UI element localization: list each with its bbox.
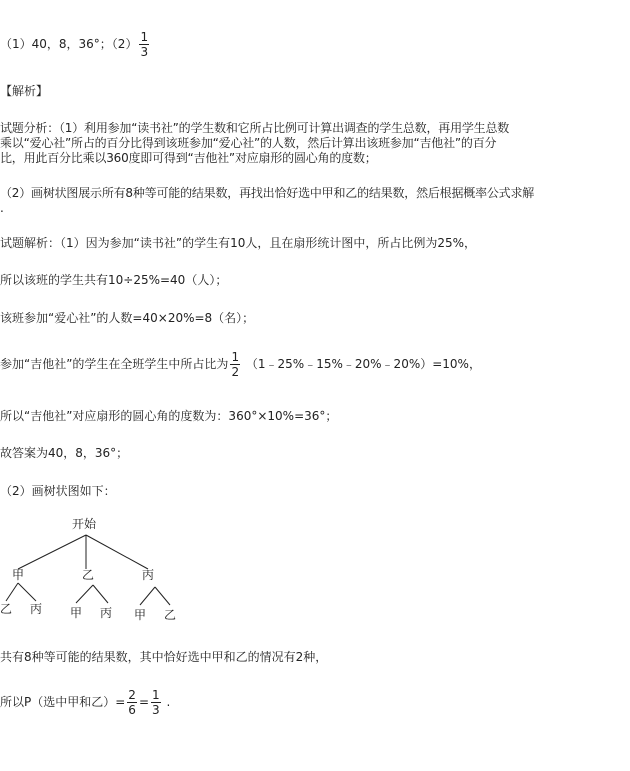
solution-line-1: 试题解析：（1）因为参加“读书社”的学生有10人，且在扇形统计图中，所占比例为25%， [0,236,477,250]
fraction-2-6-denominator: 6 [128,703,136,717]
tree-root: 开始 [72,517,97,531]
solution-line-4-pre: 参加“吉他社”的学生在全班学生中所占比为 [0,357,229,371]
tree-diagram [0,515,200,625]
edge-3-2 [155,587,170,605]
tree-l2-1-1: 丙 [100,606,113,620]
analysis-heading: 【解析】 [0,84,49,98]
final-period: . [166,695,171,709]
tree-l1-0: 甲 [12,568,25,582]
tree-l2-2-1: 乙 [164,608,177,622]
solution-line-9 [0,688,170,717]
edge-root-3 [86,535,148,569]
solution-line-3: 该班参加“爱心社”的人数=40×20%=8（名）； [0,311,255,325]
answer-line [0,30,151,59]
analysis-line-2: 乘以“爱心社”所占的百分比得到该班参加“爱心社”的人数，然后计算出该班参加“吉他社”的百分 [0,136,497,150]
fraction-2-6 [127,688,137,717]
analysis-line-5: . [0,201,4,215]
solution-line-7: （2）画树状图如下： [0,484,116,498]
tree-l2-0-0: 乙 [0,602,13,616]
solution-line-4-post: （1﹣25%﹣15%﹣20%﹣20%）=10%， [245,357,481,371]
fraction-1-3-numerator: 1 [152,688,160,702]
edge-1-2 [18,583,36,601]
solution-line-2: 所以该班的学生共有10÷25%=40（人）； [0,273,228,287]
analysis-line-3: 比，用此百分比乘以360度即可得到“吉他社”对应扇形的圆心角的度数； [0,151,377,165]
answer-part1: （1）40，8，36°；（2） [0,37,138,51]
fraction-2-6-numerator: 2 [128,688,136,702]
analysis-line-4: （2）画树状图展示所有8种等可能的结果数，再找出恰好选中甲和乙的结果数，然后根据概率公式求解 [0,186,535,200]
answer-fraction-numerator: 1 [140,30,149,44]
answer-fraction-denominator: 3 [140,45,149,59]
edge-root-1 [18,535,86,569]
tree-l1-1: 乙 [82,568,95,582]
edge-2-1 [76,585,93,603]
answer-fraction [139,30,149,59]
probability-label: 所以P（选中甲和乙）= [0,695,126,709]
solution-line-6: 故答案为40，8，36°； [0,446,129,460]
tree-l2-2-0: 甲 [134,608,147,622]
fraction-1-3-denominator: 3 [152,703,160,717]
tree-l1-2: 丙 [142,568,155,582]
fraction-1-3 [151,688,161,717]
edge-2-2 [93,585,108,603]
solution-line-4 [0,350,481,379]
solution-line-8: 共有8种等可能的结果数，其中恰好选中甲和乙的情况有2种， [0,650,328,664]
solution-line-5: 所以“吉他社”对应扇形的圆心角的度数为：360°×10%=36°； [0,409,338,423]
equals-sign: = [138,695,149,709]
tree-l2-0-1: 丙 [30,602,43,616]
tree-l2-1-0: 甲 [70,606,83,620]
half-denominator: 2 [231,365,240,379]
edge-1-1 [6,583,18,601]
analysis-line-1: 试题分析：（1）利用参加“读书社”的学生数和它所占比例可计算出调查的学生总数，再用学生总数 [0,121,510,135]
half-fraction [230,350,240,379]
half-numerator: 1 [231,350,240,364]
edge-3-1 [140,587,155,605]
